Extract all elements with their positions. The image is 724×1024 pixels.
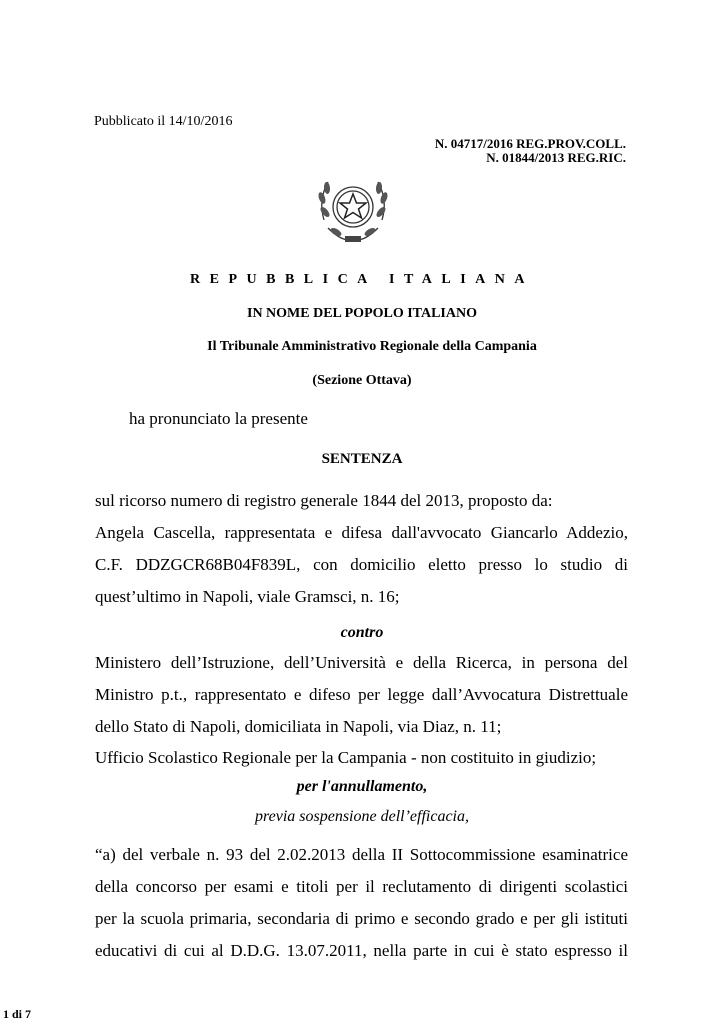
ufficio-line: Ufficio Scolastico Regionale per la Campania - non costituito in giudizio; — [95, 748, 597, 767]
resistente-line: dello Stato di Napoli, domiciliata in Napoli, via Diaz, n. 11; — [95, 717, 502, 736]
sentenza-heading: SENTENZA — [321, 451, 403, 467]
italian-republic-emblem-icon — [312, 170, 394, 250]
in-nome-heading: IN NOME DEL POPOLO ITALIANO — [247, 306, 477, 321]
page-number: 1 di 7 — [3, 1007, 32, 1021]
sezione-heading: (Sezione Ottava) — [312, 373, 412, 388]
pronunciato-text: ha pronunciato la presente — [129, 409, 308, 428]
reg-ric-number: N. 01844/2013 REG.RIC. — [486, 150, 626, 165]
ricorrente-line: Angela Cascella, rappresentata e difesa dall'avvocato Giancarlo Addezio, — [95, 523, 628, 542]
republic-heading: REPUBBLICA ITALIANA — [190, 272, 534, 287]
published-date: Pubblicato il 14/10/2016 — [94, 114, 233, 129]
previa-sospensione-text: previa sospensione dell’efficacia, — [254, 808, 469, 825]
resistente-line: Ministro p.t., rappresentato e difeso per legge dall’Avvocatura Distrettuale — [95, 685, 628, 704]
contro-heading: contro — [340, 624, 384, 641]
ricorso-line: sul ricorso numero di registro generale 1844 del 2013, proposto da: — [95, 491, 553, 510]
ricorrente-line: C.F. DDZGCR68B04F839L, con domicilio eletto presso lo studio di — [95, 555, 628, 574]
tribunale-heading: Il Tribunale Amministrativo Regionale della Campania — [207, 339, 537, 354]
annullamento-heading: per l'annullamento, — [296, 778, 428, 795]
resistente-line: Ministero dell’Istruzione, dell’Università e della Ricerca, in persona del — [95, 653, 628, 672]
oggetto-line: educativi di cui al D.D.G. 13.07.2011, nella parte in cui è stato espresso il — [95, 941, 628, 960]
oggetto-line: “a) del verbale n. 93 del 2.02.2013 della II Sottocommissione esaminatrice — [95, 845, 628, 864]
ricorrente-line: quest’ultimo in Napoli, viale Gramsci, n. 16; — [95, 587, 400, 606]
oggetto-line: per la scuola primaria, secondaria di primo e secondo grado e per gli istituti — [95, 909, 628, 928]
oggetto-line: della concorso per esami e titoli per il reclutamento di dirigenti scolastici — [95, 877, 628, 896]
reg-prov-coll-number: N. 04717/2016 REG.PROV.COLL. — [434, 136, 626, 151]
